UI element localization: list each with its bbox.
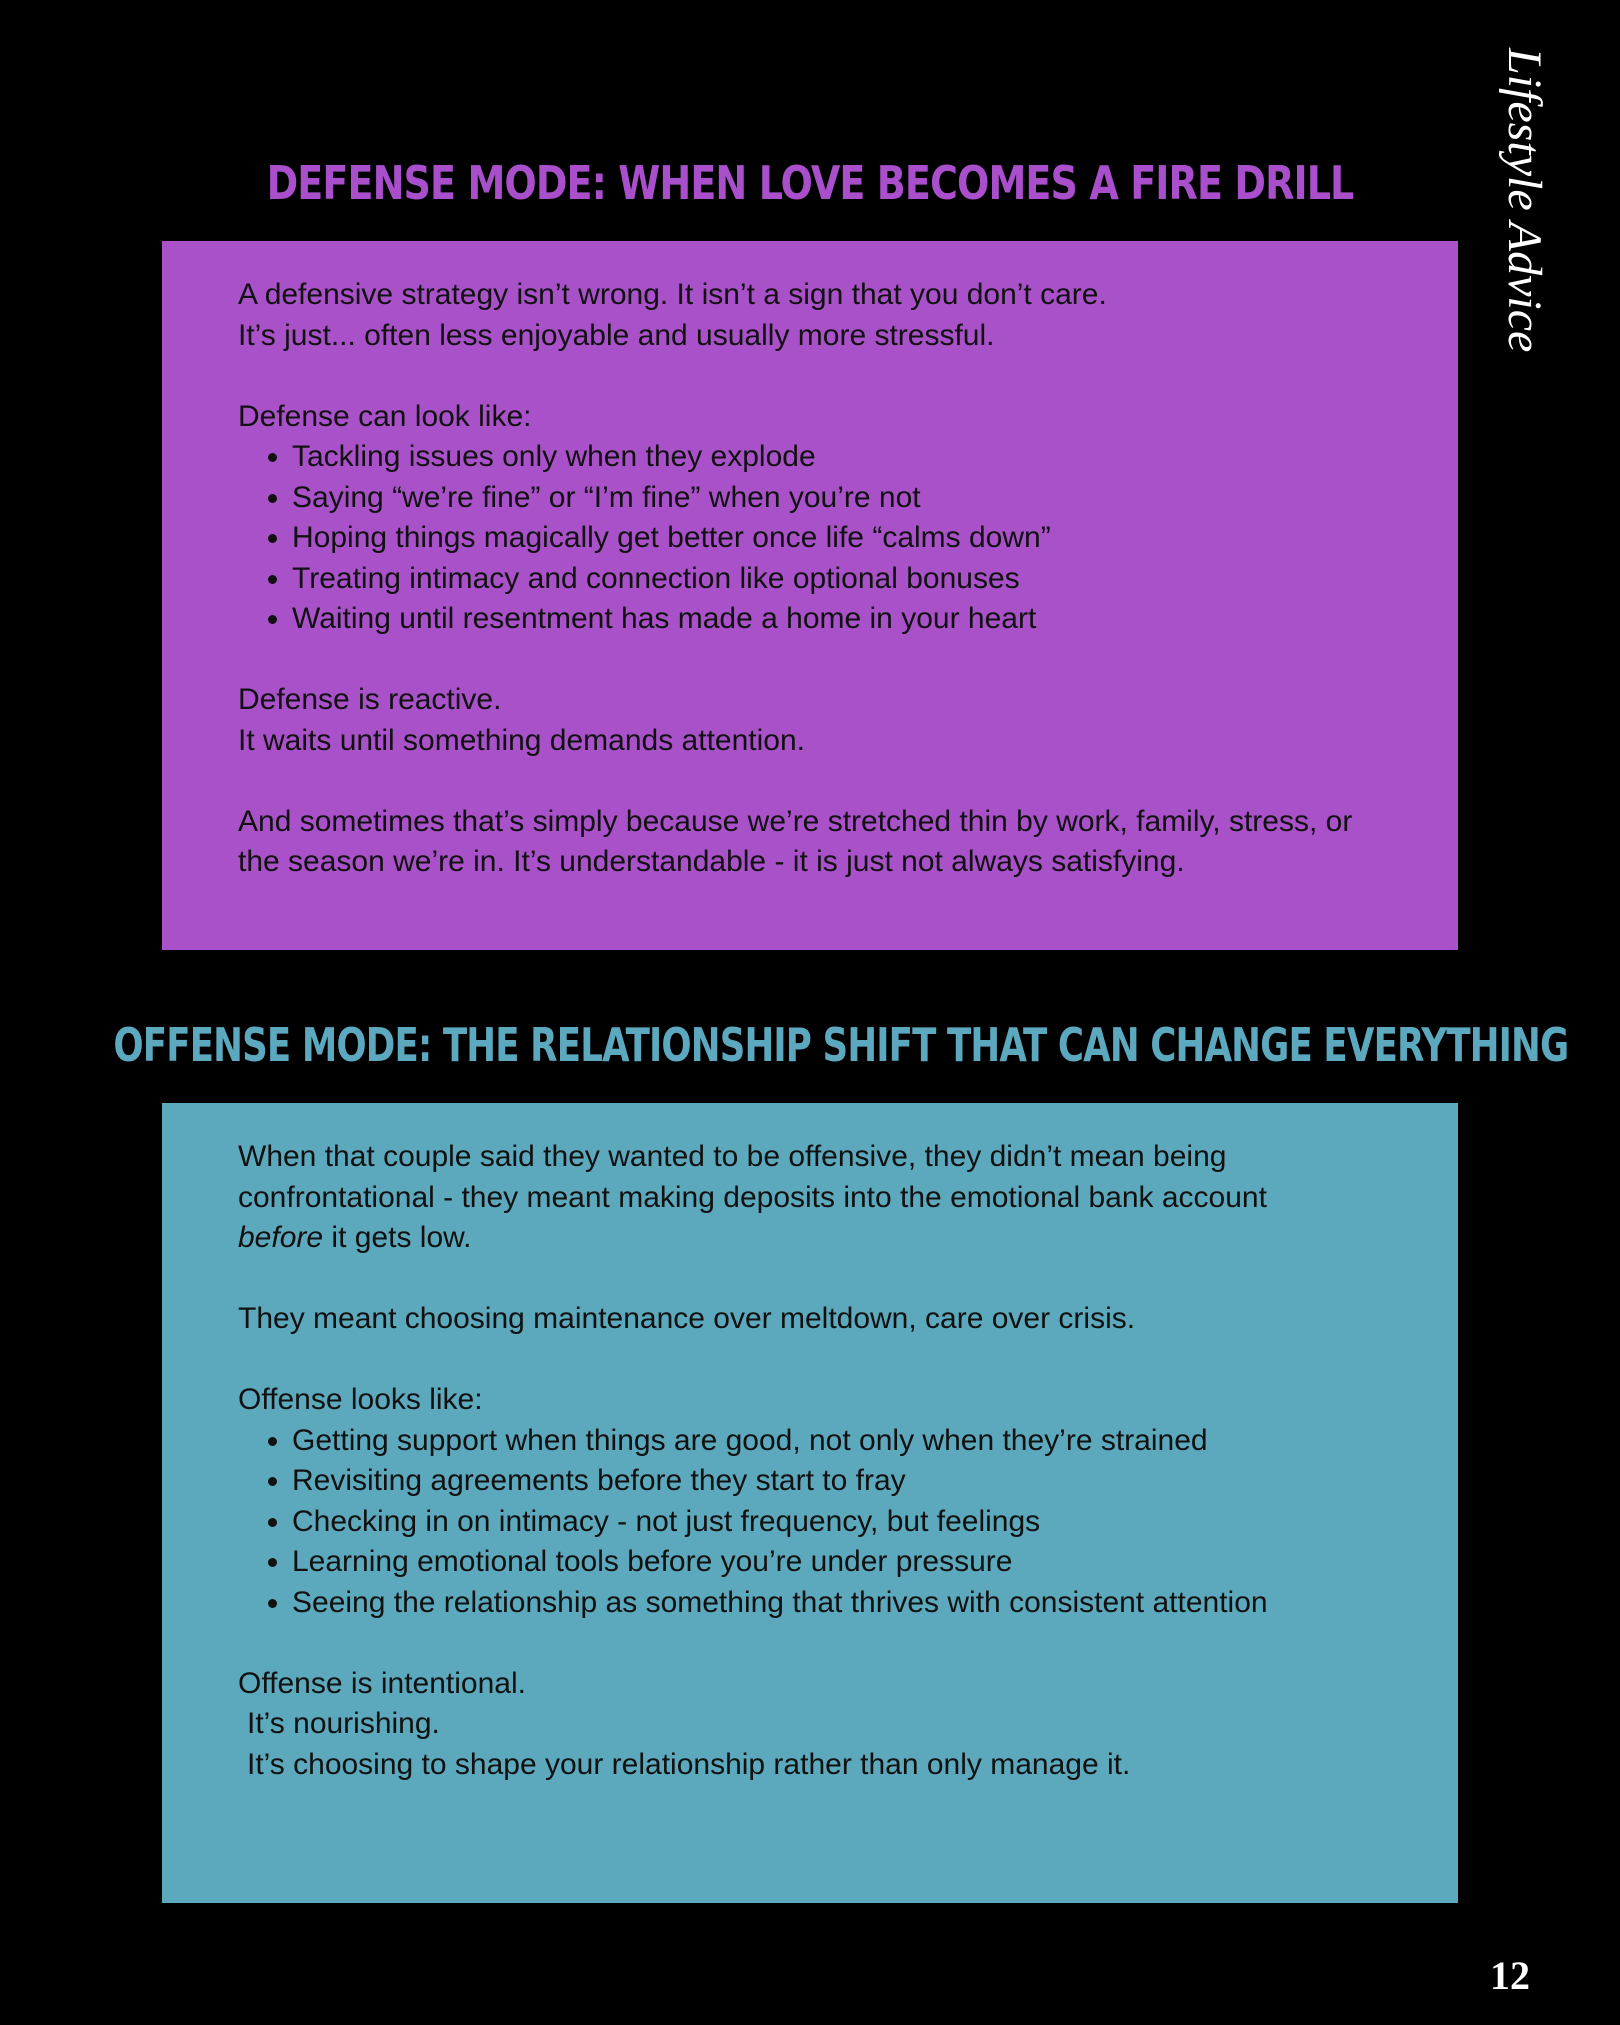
list-item: • Treating intimacy and connection like optional bonuses: [292, 559, 1358, 600]
offense-closing-line-2: It’s nourishing.: [247, 1707, 440, 1740]
offense-heading: OFFENSE MODE: THE RELATIONSHIP SHIFT THAT CAN CHANGE EVERYTHING: [113, 1018, 1569, 1072]
defense-reactive-line-2: It waits until something demands attention.: [238, 723, 805, 757]
page-number: 12: [1490, 1953, 1530, 1998]
offense-list: [238, 1421, 1358, 1624]
list-item: • Tackling issues only when they explode: [292, 437, 1358, 478]
defense-intro-line-2: It’s just... often less enjoyable and usually more stressful.: [238, 318, 995, 352]
defense-reactive-line-1: Defense is reactive.: [238, 683, 502, 716]
defense-card: [162, 241, 1458, 950]
offense-intro-part-2: it gets low.: [323, 1221, 472, 1254]
offense-closing-line-3: It’s choosing to shape your relationship rather than only manage it.: [247, 1747, 1131, 1781]
offense-intro-emphasis: before: [238, 1221, 324, 1254]
list-item: • Hoping things magically get better once life “calms down”: [292, 518, 1358, 559]
offense-closing-line-1: Offense is intentional.: [238, 1666, 526, 1700]
list-item: • Seeing the relationship as something that thrives with consistent attention: [292, 1583, 1358, 1624]
defense-closing-paragraph: And sometimes that’s simply because we’re stretched thin by work, family, stress, or the season we’re in. It’s understandable - it is just not always satisfying.: [238, 804, 1353, 878]
offense-intro-part-1: When that couple said they wanted to be offensive, they didn’t mean being confrontational - they meant making deposits into the emotional bank account: [238, 1140, 1267, 1214]
offense-list-heading: Offense looks like:: [238, 1383, 483, 1416]
defense-intro-line-1: A defensive strategy isn’t wrong. It isn’t a sign that you don’t care.: [238, 278, 1107, 311]
offense-card: [162, 1103, 1458, 1903]
defense-list: [238, 437, 1358, 640]
list-item: • Checking in on intimacy - not just frequency, but feelings: [292, 1502, 1358, 1543]
list-item: • Learning emotional tools before you’re under pressure: [292, 1542, 1358, 1583]
list-item: • Saying “we’re fine” or “I’m fine” when you’re not: [292, 478, 1358, 519]
defense-heading: DEFENSE MODE: WHEN LOVE BECOMES A FIRE DRILL: [266, 156, 1354, 210]
offense-meant-line: They meant choosing maintenance over meltdown, care over crisis.: [238, 1302, 1136, 1335]
list-item: • Waiting until resentment has made a home in your heart: [292, 599, 1358, 640]
section-side-label: Lifestyle Advice: [1498, 48, 1551, 353]
offense-intro-paragraph: [238, 1137, 1358, 1259]
defense-list-heading: Defense can look like:: [238, 399, 532, 433]
list-item: • Revisiting agreements before they start to fray: [292, 1461, 1358, 1502]
list-item: • Getting support when things are good, not only when they’re strained: [292, 1421, 1358, 1462]
